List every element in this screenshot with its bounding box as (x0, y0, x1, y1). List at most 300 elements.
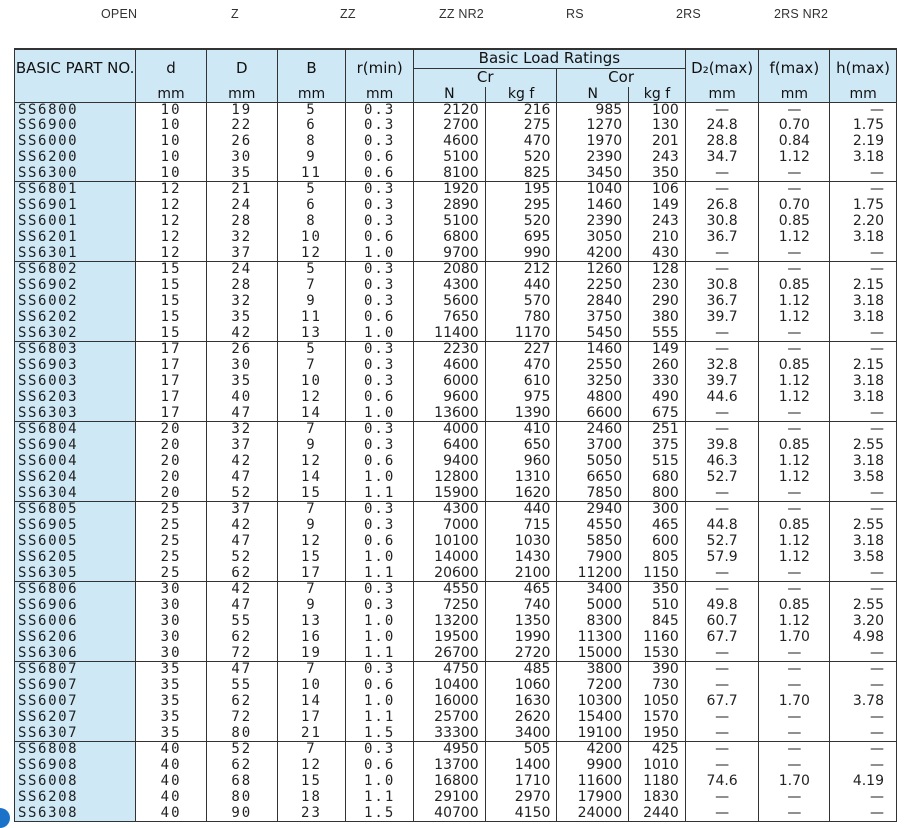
part-no-cell: SS6800 (15, 102, 136, 118)
D-cell: 35 (206, 310, 277, 326)
r-min-cell: 1.0 (346, 614, 414, 630)
d-cell: 10 (136, 166, 207, 182)
cr-kgf-cell: 1310 (485, 470, 557, 486)
D-cell: 37 (206, 502, 277, 518)
table-row (15, 630, 897, 646)
table-row (15, 790, 897, 806)
B-cell: 9 (277, 294, 346, 310)
cor-kgf-cell: 1050 (629, 694, 686, 710)
cr-kgf-cell: 1710 (485, 774, 557, 790)
seal-type-zz: ZZ (340, 7, 356, 21)
header-d2-max: D₂(max) (685, 49, 759, 87)
cor-n-cell: 7900 (557, 550, 629, 566)
d2-max-cell: 39.7 (685, 310, 759, 326)
part-no-cell: SS6201 (15, 230, 136, 246)
D-cell: 52 (206, 486, 277, 502)
d-cell: 30 (136, 598, 207, 614)
table-row (15, 150, 897, 166)
part-no-cell: SS6305 (15, 566, 136, 582)
D-cell: 28 (206, 278, 277, 294)
unit-label: mm (685, 87, 759, 102)
table-row (15, 438, 897, 454)
cor-kgf-cell: 390 (629, 662, 686, 678)
cr-n-cell: 33300 (413, 726, 485, 742)
cor-kgf-cell: 1150 (629, 566, 686, 582)
table-row (15, 182, 897, 198)
cr-n-cell: 4000 (413, 422, 485, 438)
d-cell: 30 (136, 582, 207, 598)
B-cell: 17 (277, 710, 346, 726)
table-row (15, 678, 897, 694)
cr-kgf-cell: 2720 (485, 646, 557, 662)
cr-n-cell: 4950 (413, 742, 485, 758)
cor-kgf-cell: 251 (629, 422, 686, 438)
part-no-cell: SS6208 (15, 790, 136, 806)
B-cell: 9 (277, 598, 346, 614)
B-cell: 7 (277, 422, 346, 438)
B-cell: 7 (277, 582, 346, 598)
cr-kgf-cell: 1350 (485, 614, 557, 630)
h-max-cell: 2.19 (830, 134, 897, 150)
r-min-cell: 0.3 (346, 198, 414, 214)
table-row (15, 102, 897, 118)
h-max-cell: — (830, 262, 897, 278)
cr-n-cell: 7000 (413, 518, 485, 534)
D-cell: 47 (206, 534, 277, 550)
d2-max-cell: — (685, 342, 759, 358)
B-cell: 23 (277, 806, 346, 822)
D-cell: 47 (206, 598, 277, 614)
cr-kgf-cell: 825 (485, 166, 557, 182)
cr-n-cell: 20600 (413, 566, 485, 582)
cor-n-cell: 11300 (557, 630, 629, 646)
d2-max-cell: — (685, 102, 759, 118)
table-row (15, 390, 897, 406)
d2-max-cell: 44.8 (685, 518, 759, 534)
r-min-cell: 0.3 (346, 502, 414, 518)
d2-max-cell: 39.8 (685, 438, 759, 454)
cor-kgf-cell: 201 (629, 134, 686, 150)
D-cell: 24 (206, 198, 277, 214)
part-no-cell: SS6307 (15, 726, 136, 742)
h-max-cell: — (830, 726, 897, 742)
d-cell: 30 (136, 614, 207, 630)
B-cell: 11 (277, 310, 346, 326)
cr-n-cell: 2700 (413, 118, 485, 134)
d-cell: 25 (136, 550, 207, 566)
f-max-cell: 1.12 (759, 454, 830, 470)
r-min-cell: 0.3 (346, 422, 414, 438)
d-cell: 10 (136, 118, 207, 134)
part-no-cell: SS6202 (15, 310, 136, 326)
cr-kgf-cell: 275 (485, 118, 557, 134)
table-row (15, 230, 897, 246)
cor-kgf-cell: 230 (629, 278, 686, 294)
r-min-cell: 0.3 (346, 598, 414, 614)
table-row (15, 422, 897, 438)
cor-n-cell: 4550 (557, 518, 629, 534)
f-max-cell: 0.85 (759, 438, 830, 454)
table-row (15, 470, 897, 486)
cor-n-cell: 6650 (557, 470, 629, 486)
h-max-cell: — (830, 678, 897, 694)
part-no-cell: SS6002 (15, 294, 136, 310)
cor-kgf-cell: 1570 (629, 710, 686, 726)
cor-n-cell: 7850 (557, 486, 629, 502)
unit-label: mm (759, 87, 830, 102)
d-cell: 20 (136, 486, 207, 502)
bearing-spec-table (14, 48, 897, 822)
h-max-cell: — (830, 566, 897, 582)
part-no-cell: SS6301 (15, 246, 136, 262)
cr-n-cell: 4600 (413, 134, 485, 150)
cr-n-cell: 7250 (413, 598, 485, 614)
d-cell: 10 (136, 134, 207, 150)
f-max-cell: — (759, 806, 830, 822)
cor-n-cell: 2390 (557, 214, 629, 230)
part-no-cell: SS6308 (15, 806, 136, 822)
d-cell: 25 (136, 502, 207, 518)
cr-kgf-cell: 960 (485, 454, 557, 470)
r-min-cell: 1.5 (346, 806, 414, 822)
cr-n-cell: 25700 (413, 710, 485, 726)
f-max-cell: 0.85 (759, 358, 830, 374)
d2-max-cell: — (685, 166, 759, 182)
cor-kgf-cell: 675 (629, 406, 686, 422)
d-cell: 15 (136, 278, 207, 294)
table-row (15, 694, 897, 710)
h-max-cell: — (830, 342, 897, 358)
B-cell: 12 (277, 246, 346, 262)
table-row (15, 214, 897, 230)
cor-n-cell: 2390 (557, 150, 629, 166)
r-min-cell: 0.3 (346, 374, 414, 390)
r-min-cell: 1.1 (346, 486, 414, 502)
table-row (15, 342, 897, 358)
d-cell: 35 (136, 694, 207, 710)
cor-n-cell: 3400 (557, 582, 629, 598)
d-cell: 15 (136, 310, 207, 326)
d-cell: 25 (136, 566, 207, 582)
cor-n-cell: 3450 (557, 166, 629, 182)
part-no-cell: SS6801 (15, 182, 136, 198)
table-row (15, 806, 897, 822)
cr-n-cell: 1920 (413, 182, 485, 198)
f-max-cell: 1.12 (759, 534, 830, 550)
B-cell: 16 (277, 630, 346, 646)
cr-kgf-cell: 410 (485, 422, 557, 438)
f-max-cell: 1.70 (759, 774, 830, 790)
d-cell: 10 (136, 150, 207, 166)
table-row (15, 454, 897, 470)
h-max-cell: 2.15 (830, 358, 897, 374)
h-max-cell: — (830, 662, 897, 678)
cr-n-cell: 2230 (413, 342, 485, 358)
f-max-cell: — (759, 646, 830, 662)
cr-kgf-cell: 216 (485, 102, 557, 118)
part-no-cell: SS6901 (15, 198, 136, 214)
seal-type-z: Z (231, 7, 239, 21)
part-no-cell: SS6902 (15, 278, 136, 294)
h-max-cell: — (830, 326, 897, 342)
cor-n-cell: 4800 (557, 390, 629, 406)
table-row (15, 614, 897, 630)
d-cell: 12 (136, 246, 207, 262)
header-d: d (136, 49, 207, 87)
cor-n-cell: 5850 (557, 534, 629, 550)
cor-kgf-cell: 210 (629, 230, 686, 246)
cr-kgf-cell: 440 (485, 502, 557, 518)
part-no-cell: SS6807 (15, 662, 136, 678)
cor-n-cell: 3700 (557, 438, 629, 454)
cor-kgf-cell: 845 (629, 614, 686, 630)
d-cell: 15 (136, 262, 207, 278)
d-cell: 40 (136, 806, 207, 822)
cor-n-cell: 2250 (557, 278, 629, 294)
f-max-cell: — (759, 566, 830, 582)
d-cell: 40 (136, 790, 207, 806)
r-min-cell: 0.3 (346, 182, 414, 198)
B-cell: 13 (277, 614, 346, 630)
part-no-cell: SS6903 (15, 358, 136, 374)
cor-kgf-cell: 380 (629, 310, 686, 326)
r-min-cell: 0.6 (346, 390, 414, 406)
cr-kgf-cell: 1430 (485, 550, 557, 566)
D-cell: 26 (206, 134, 277, 150)
cor-kgf-cell: 465 (629, 518, 686, 534)
f-max-cell: — (759, 326, 830, 342)
cor-n-cell: 2460 (557, 422, 629, 438)
cr-kgf-cell: 740 (485, 598, 557, 614)
cr-kgf-cell: 227 (485, 342, 557, 358)
table-row (15, 598, 897, 614)
cr-n-cell: 9700 (413, 246, 485, 262)
r-min-cell: 1.1 (346, 566, 414, 582)
B-cell: 8 (277, 214, 346, 230)
D-cell: 32 (206, 422, 277, 438)
r-min-cell: 0.3 (346, 518, 414, 534)
cor-n-cell: 1460 (557, 342, 629, 358)
cor-n-cell: 3800 (557, 662, 629, 678)
table-row (15, 662, 897, 678)
B-cell: 8 (277, 134, 346, 150)
r-min-cell: 1.1 (346, 710, 414, 726)
h-max-cell: — (830, 646, 897, 662)
cr-kgf-cell: 470 (485, 358, 557, 374)
units-row (15, 87, 897, 102)
cor-kgf-cell: 555 (629, 326, 686, 342)
f-max-cell: — (759, 422, 830, 438)
cr-kgf-cell: 4150 (485, 806, 557, 822)
cr-n-cell: 7650 (413, 310, 485, 326)
B-cell: 14 (277, 406, 346, 422)
part-no-cell: SS6000 (15, 134, 136, 150)
h-max-cell: 3.58 (830, 550, 897, 566)
d2-max-cell: — (685, 582, 759, 598)
cor-n-cell: 2940 (557, 502, 629, 518)
d2-max-cell: 60.7 (685, 614, 759, 630)
f-max-cell: — (759, 262, 830, 278)
D-cell: 62 (206, 630, 277, 646)
cor-kgf-cell: 1530 (629, 646, 686, 662)
cr-n-cell: 11400 (413, 326, 485, 342)
h-max-cell: 3.18 (830, 230, 897, 246)
B-cell: 10 (277, 374, 346, 390)
cor-n-cell: 7200 (557, 678, 629, 694)
h-max-cell: 3.18 (830, 150, 897, 166)
cor-n-cell: 5000 (557, 598, 629, 614)
h-max-cell: — (830, 182, 897, 198)
part-no-cell: SS6302 (15, 326, 136, 342)
B-cell: 7 (277, 662, 346, 678)
r-min-cell: 0.6 (346, 230, 414, 246)
cor-kgf-cell: 1830 (629, 790, 686, 806)
f-max-cell: 1.12 (759, 294, 830, 310)
cr-kgf-cell: 695 (485, 230, 557, 246)
D-cell: 80 (206, 726, 277, 742)
r-min-cell: 1.1 (346, 790, 414, 806)
cr-n-cell: 9600 (413, 390, 485, 406)
f-max-cell: 0.84 (759, 134, 830, 150)
cor-kgf-cell: 600 (629, 534, 686, 550)
cr-n-cell: 26700 (413, 646, 485, 662)
D-cell: 35 (206, 374, 277, 390)
table-row (15, 246, 897, 262)
cr-kgf-cell: 2100 (485, 566, 557, 582)
B-cell: 5 (277, 182, 346, 198)
r-min-cell: 0.3 (346, 118, 414, 134)
cr-kgf-cell: 650 (485, 438, 557, 454)
h-max-cell: — (830, 486, 897, 502)
cor-n-cell: 1270 (557, 118, 629, 134)
D-cell: 42 (206, 326, 277, 342)
d2-max-cell: 26.8 (685, 198, 759, 214)
d-cell: 17 (136, 374, 207, 390)
r-min-cell: 0.3 (346, 278, 414, 294)
d2-max-cell: 32.8 (685, 358, 759, 374)
cr-kgf-cell: 1630 (485, 694, 557, 710)
cor-n-cell: 1260 (557, 262, 629, 278)
part-no-cell: SS6200 (15, 150, 136, 166)
table-row (15, 310, 897, 326)
f-max-cell: — (759, 790, 830, 806)
part-no-cell: SS6006 (15, 614, 136, 630)
d-cell: 35 (136, 678, 207, 694)
h-max-cell: 1.75 (830, 118, 897, 134)
d-cell: 20 (136, 470, 207, 486)
f-max-cell: 1.70 (759, 694, 830, 710)
cr-kgf-cell: 520 (485, 150, 557, 166)
d-cell: 12 (136, 214, 207, 230)
cor-n-cell: 3050 (557, 230, 629, 246)
cr-kgf-cell: 715 (485, 518, 557, 534)
f-max-cell: 0.85 (759, 214, 830, 230)
cor-n-cell: 1970 (557, 134, 629, 150)
cor-n-cell: 3250 (557, 374, 629, 390)
cr-kgf-cell: 3400 (485, 726, 557, 742)
cr-n-cell: 2080 (413, 262, 485, 278)
r-min-cell: 1.0 (346, 406, 414, 422)
cr-kgf-cell: 1170 (485, 326, 557, 342)
table-row (15, 742, 897, 758)
f-max-cell: 1.12 (759, 614, 830, 630)
h-max-cell: — (830, 406, 897, 422)
h-max-cell: 4.19 (830, 774, 897, 790)
cr-kgf-cell: 1400 (485, 758, 557, 774)
h-max-cell: 3.18 (830, 294, 897, 310)
header-basic-load-ratings: Basic Load Ratings (413, 49, 685, 68)
B-cell: 7 (277, 278, 346, 294)
cr-n-cell: 13600 (413, 406, 485, 422)
cor-kgf-cell: 430 (629, 246, 686, 262)
B-cell: 18 (277, 790, 346, 806)
cr-n-cell: 4550 (413, 582, 485, 598)
part-no-cell: SS6908 (15, 758, 136, 774)
f-max-cell: 1.12 (759, 230, 830, 246)
table-row (15, 278, 897, 294)
cr-n-cell: 14000 (413, 550, 485, 566)
h-max-cell: 2.15 (830, 278, 897, 294)
cr-kgf-cell: 990 (485, 246, 557, 262)
cr-n-cell: 5100 (413, 150, 485, 166)
cr-kgf-cell: 1030 (485, 534, 557, 550)
header-B: B (277, 49, 346, 87)
f-max-cell: 1.12 (759, 374, 830, 390)
part-no-cell: SS6904 (15, 438, 136, 454)
f-max-cell: — (759, 246, 830, 262)
cor-kgf-cell: 260 (629, 358, 686, 374)
f-max-cell: — (759, 486, 830, 502)
table-row (15, 486, 897, 502)
f-max-cell: — (759, 342, 830, 358)
cor-n-cell: 1040 (557, 182, 629, 198)
part-no-cell: SS6001 (15, 214, 136, 230)
B-cell: 13 (277, 326, 346, 342)
part-no-cell: SS6205 (15, 550, 136, 566)
D-cell: 30 (206, 358, 277, 374)
d-cell: 35 (136, 726, 207, 742)
d2-max-cell: 30.8 (685, 278, 759, 294)
D-cell: 62 (206, 758, 277, 774)
d-cell: 17 (136, 390, 207, 406)
D-cell: 47 (206, 406, 277, 422)
d-cell: 30 (136, 646, 207, 662)
table-row (15, 198, 897, 214)
d2-max-cell: 36.7 (685, 294, 759, 310)
h-max-cell: 2.20 (830, 214, 897, 230)
d2-max-cell: — (685, 566, 759, 582)
table-row (15, 518, 897, 534)
cr-n-cell: 16800 (413, 774, 485, 790)
unit-label: N (413, 87, 485, 102)
cr-kgf-cell: 505 (485, 742, 557, 758)
part-no-cell: SS6004 (15, 454, 136, 470)
f-max-cell: — (759, 726, 830, 742)
d-cell: 40 (136, 774, 207, 790)
cor-kgf-cell: 149 (629, 342, 686, 358)
cor-kgf-cell: 330 (629, 374, 686, 390)
cr-n-cell: 40700 (413, 806, 485, 822)
d2-max-cell: 24.8 (685, 118, 759, 134)
B-cell: 21 (277, 726, 346, 742)
part-no-cell: SS6207 (15, 710, 136, 726)
r-min-cell: 0.3 (346, 358, 414, 374)
cor-n-cell: 24000 (557, 806, 629, 822)
part-no-cell: SS6300 (15, 166, 136, 182)
B-cell: 5 (277, 342, 346, 358)
B-cell: 15 (277, 550, 346, 566)
B-cell: 10 (277, 230, 346, 246)
